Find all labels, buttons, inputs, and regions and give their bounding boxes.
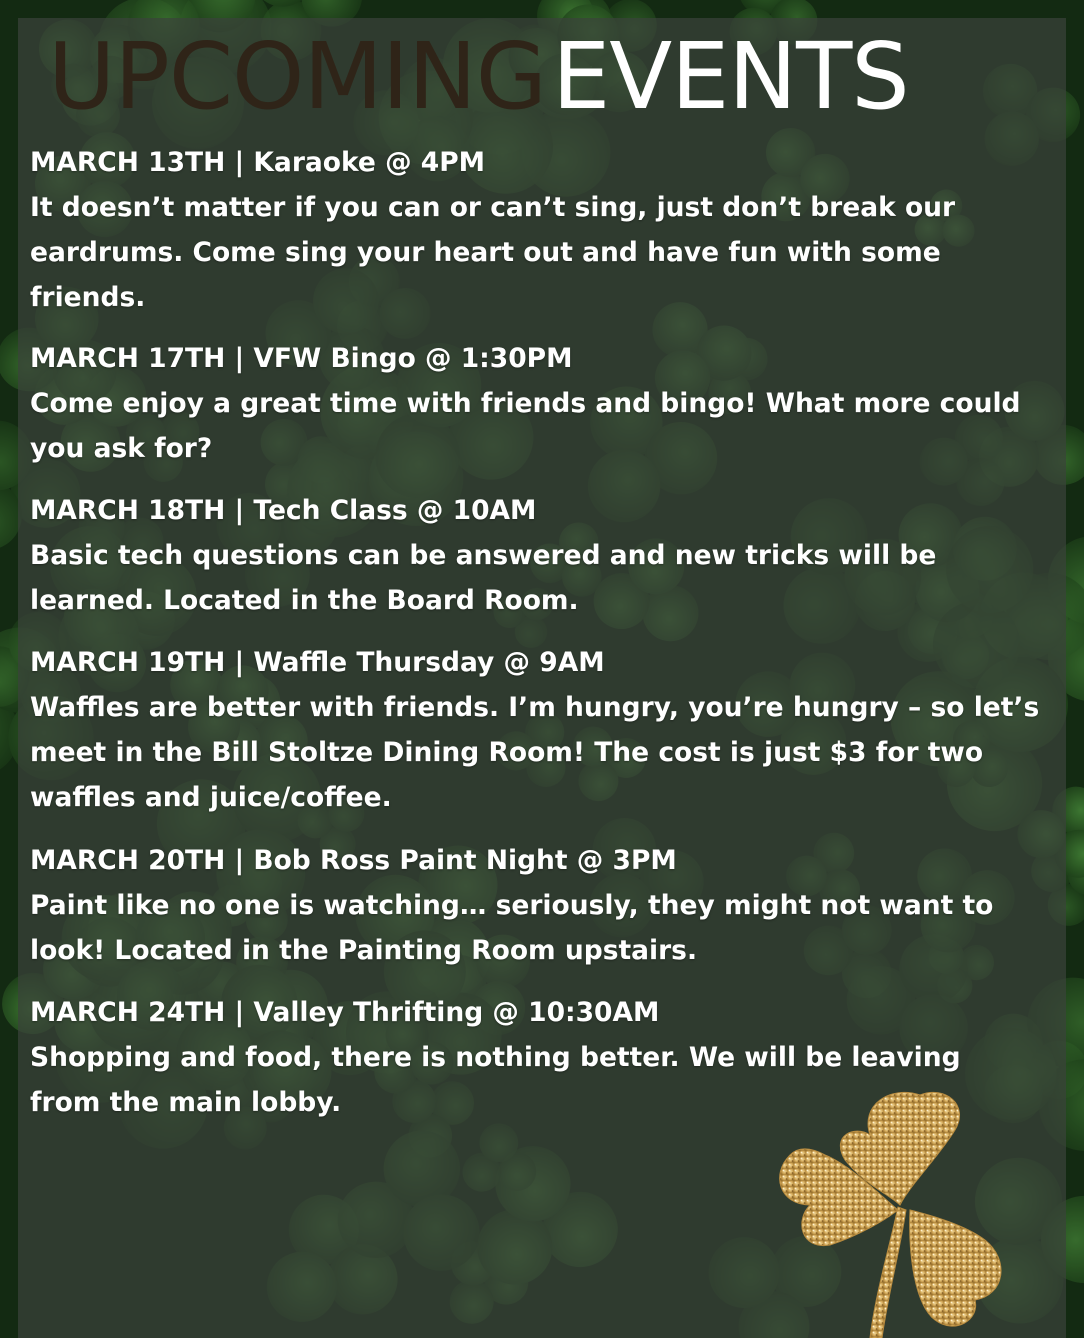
event-description: It doesn’t matter if you can or can’t sing, just don’t break our eardrums. Come sing your heart out and have fun with some friends.: [30, 192, 956, 313]
event-item: [30, 336, 1040, 471]
event-description: Basic tech questions can be answered and new tricks will be learned. Located in the Board Room.: [30, 540, 937, 616]
event-description: Come enjoy a great time with friends and bingo! What more could you ask for?: [30, 388, 1021, 464]
page-title: [48, 22, 909, 132]
title-word-events: EVENTS: [552, 23, 909, 130]
event-heading: MARCH 20TH | Bob Ross Paint Night @ 3PM: [30, 845, 677, 876]
event-heading: MARCH 19TH | Waffle Thursday @ 9AM: [30, 647, 605, 678]
event-description: Shopping and food, there is nothing better. We will be leaving from the main lobby.: [30, 1042, 961, 1118]
gold-shamrock-icon: [770, 1085, 1020, 1338]
event-heading: MARCH 17TH | VFW Bingo @ 1:30PM: [30, 343, 573, 374]
event-heading: MARCH 18TH | Tech Class @ 10AM: [30, 495, 537, 526]
event-item: [30, 140, 1040, 320]
event-heading: MARCH 24TH | Valley Thrifting @ 10:30AM: [30, 997, 660, 1028]
event-description: Paint like no one is watching… seriously, they might not want to look! Located in the Painting Room upstairs.: [30, 890, 994, 966]
event-item: [30, 488, 1040, 623]
event-item: [30, 640, 1040, 820]
title-word-upcoming: UPCOMING: [48, 23, 547, 130]
event-description: Waffles are better with friends. I’m hungry, you’re hungry – so let’s meet in the Bill Stoltze Dining Room! The cost is just $3 for two waffles and juice/coffee.: [30, 692, 1040, 813]
event-heading: MARCH 13TH | Karaoke @ 4PM: [30, 147, 486, 178]
event-item: [30, 838, 1040, 973]
